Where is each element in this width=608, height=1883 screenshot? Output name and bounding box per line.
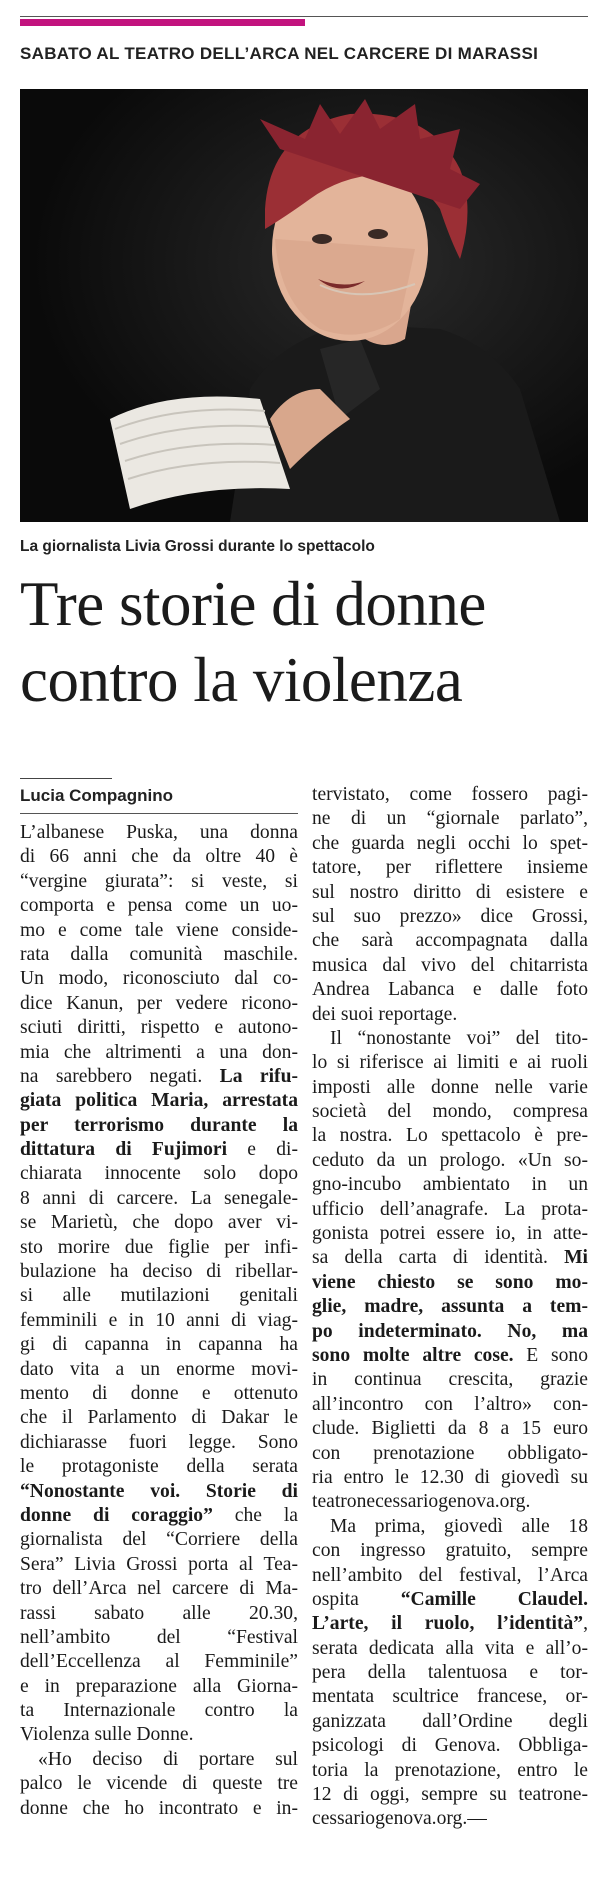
text-span: sul nostro diritto di esistere e (312, 881, 588, 903)
text-span: ospita (312, 1588, 401, 1610)
text-span: E sono (513, 1344, 588, 1366)
text-span: musica dal vivo del chitarrista (312, 954, 588, 976)
text-span: femminili e in 10 anni di viag- (20, 1309, 298, 1331)
text-span: po indeterminato. No, ma (312, 1320, 588, 1342)
text-span: «Ho deciso di portare sul (38, 1748, 298, 1770)
text-span: che il Parlamento di Dakar le (20, 1407, 298, 1429)
text-line (312, 929, 588, 953)
byline: Lucia Compagnino (20, 786, 173, 805)
text-line (20, 1016, 298, 1040)
text-span: e di- (227, 1139, 298, 1161)
text-line (312, 881, 588, 905)
text-span: ceduto da un prologo. «Un so- (312, 1149, 588, 1171)
text-span: con ingresso gratuito, sempre (312, 1540, 588, 1562)
text-span: che guarda negli occhi lo spet- (312, 832, 588, 854)
text-line (20, 1236, 298, 1260)
text-line (312, 1173, 588, 1197)
text-line (312, 1588, 588, 1612)
text-line (312, 1783, 588, 1807)
text-line (312, 1661, 588, 1685)
text-span: ne di un “giornale parlato”, (312, 808, 588, 830)
text-span: pera della talentuosa e tor- (312, 1662, 588, 1684)
headline (20, 566, 595, 718)
text-column-1 (20, 821, 298, 1821)
text-line (20, 992, 298, 1016)
text-line (20, 1723, 298, 1747)
text-line (20, 1504, 298, 1528)
text-line (20, 1577, 298, 1601)
text-line (312, 1417, 588, 1441)
text-line (20, 1382, 298, 1406)
text-line (312, 1637, 588, 1661)
text-span: con prenotazione obbligato- (312, 1442, 588, 1464)
text-span: nell’ambito del festival, l’Arca (312, 1564, 588, 1586)
text-span: le protagoniste della serata (20, 1456, 298, 1478)
text-span: dichiarasse fuori legge. Sono (20, 1431, 298, 1453)
text-span: Andrea Labanca e dalle foto (312, 979, 588, 1001)
text-span: sa della carta di identità. (312, 1247, 565, 1269)
text-line (312, 1295, 588, 1319)
text-line (312, 1612, 588, 1636)
text-line (20, 1528, 298, 1552)
text-span: dei suoi reportage. (312, 1003, 458, 1025)
text-line (20, 919, 298, 943)
text-line (312, 1515, 588, 1539)
photo-caption: La giornalista Livia Grossi durante lo spettacolo (20, 538, 375, 555)
text-span: giornalista del “Corriere della (20, 1529, 298, 1551)
text-span: L’arte, il ruolo, l’identità” (312, 1613, 584, 1635)
text-span: Un modo, riconosciuto dal co- (20, 968, 298, 990)
text-span: glie, madre, assunta a tem- (312, 1296, 588, 1318)
text-span: sono molte altre cose. (312, 1344, 514, 1366)
accent-bar (20, 19, 305, 26)
text-line (20, 1187, 298, 1211)
text-span: società del mondo, compresa (312, 1101, 588, 1123)
text-span: imposti alle donne nelle varie (312, 1076, 588, 1098)
text-line (20, 1089, 298, 1113)
text-span: toria la prenotazione, entro le (312, 1759, 588, 1781)
text-line (20, 870, 298, 894)
text-span: 8 anni di carcere. La senegale- (20, 1187, 298, 1209)
text-line (20, 894, 298, 918)
text-span: rassi sabato alle 20.30, (20, 1602, 298, 1624)
text-line (20, 1699, 298, 1723)
text-line (312, 856, 588, 880)
text-line (20, 1358, 298, 1382)
text-line (312, 1246, 588, 1270)
text-span: e in preparazione alla Giorna- (20, 1675, 298, 1697)
text-span: sto morire due figlie per infi- (20, 1236, 298, 1258)
text-span: donne che ho incontrato e in- (20, 1797, 298, 1819)
text-span: mia che altrimenti a una don- (20, 1041, 298, 1063)
kicker: SABATO AL TEATRO DELL’ARCA NEL CARCERE DI MARASSI (20, 44, 539, 63)
text-span: dell’Eccellenza al Femminile” (20, 1651, 298, 1673)
text-line (312, 1320, 588, 1344)
text-line (312, 1539, 588, 1563)
text-line (20, 1065, 298, 1089)
text-span: na sarebbero negati. (20, 1065, 220, 1087)
text-span: La rifu- (219, 1065, 298, 1087)
text-line (20, 967, 298, 991)
text-span: clude. Biglietti da 8 a 15 euro (312, 1418, 588, 1440)
text-span: ria entro le 12.30 di giovedì su (312, 1466, 588, 1488)
text-line (20, 1162, 298, 1186)
text-span: gno-incubo ambientato in un (312, 1174, 588, 1196)
text-line (20, 1748, 298, 1772)
text-span: la nostra. Lo spettacolo è pre- (312, 1125, 588, 1147)
text-line (312, 1393, 588, 1417)
byline-rule-bottom (20, 813, 298, 814)
text-column-2 (312, 783, 588, 1832)
text-span: dittatura di Fujimori (20, 1139, 228, 1161)
text-line (312, 978, 588, 1002)
text-line (20, 943, 298, 967)
text-span: sciuti diritti, rispetto e autono- (20, 1017, 298, 1039)
text-line (312, 1076, 588, 1100)
text-span: Il “nonostante voi” del tito- (330, 1027, 588, 1049)
text-span: donne di coraggio” (20, 1504, 213, 1526)
text-line (20, 1114, 298, 1138)
text-line (312, 1051, 588, 1075)
text-line (312, 1003, 588, 1027)
text-span: ganizzata dall’Ordine degli (312, 1710, 588, 1732)
text-span: mentata scultrice francese, or- (312, 1686, 588, 1708)
text-span: sul suo prezzo» dice Grossi, (312, 905, 588, 927)
text-line (312, 1490, 588, 1514)
text-line (20, 1284, 298, 1308)
text-span: viene chiesto se sono mo- (312, 1271, 588, 1293)
text-span: in continua crescita, grazie (312, 1369, 588, 1391)
text-line (312, 1759, 588, 1783)
text-span: Violenza sulle Donne. (20, 1724, 194, 1746)
text-line (312, 1807, 588, 1831)
text-line (20, 1675, 298, 1699)
text-line (20, 1260, 298, 1284)
text-span: per terrorismo durante la (20, 1114, 298, 1136)
text-line (20, 1455, 298, 1479)
text-line (312, 1271, 588, 1295)
headline-line-2: contro la violenza (20, 645, 463, 715)
text-span: che sarà accompagnata dalla (312, 930, 588, 952)
text-span: se Marietù, che dopo aver vi- (20, 1212, 298, 1234)
text-line (20, 1650, 298, 1674)
text-span: tro dell’Arca nel carcere di Ma- (20, 1578, 298, 1600)
text-line (20, 1309, 298, 1333)
text-line (312, 1442, 588, 1466)
text-span: bulazione ha deciso di ribellar- (20, 1261, 298, 1283)
text-span: Ma prima, giovedì alle 18 (330, 1515, 588, 1537)
text-line (20, 845, 298, 869)
text-span: all’incontro con l’altro» con- (312, 1393, 588, 1415)
text-span: teatronecessariogenova.org. (312, 1491, 531, 1513)
text-line (20, 1138, 298, 1162)
text-span: “vergine giurata”: si veste, si (20, 870, 298, 892)
text-span: dice Kanun, per vedere ricono- (20, 992, 298, 1014)
text-span: “Camille Claudel. (400, 1588, 588, 1610)
text-line (312, 1368, 588, 1392)
text-line (312, 1685, 588, 1709)
text-line (312, 1564, 588, 1588)
text-span: di 66 anni che da oltre 40 è (20, 846, 298, 868)
text-span: chiarata innocente solo dopo (20, 1163, 298, 1185)
text-line (312, 807, 588, 831)
top-rule (20, 16, 588, 17)
article (20, 0, 588, 1883)
text-line (312, 1734, 588, 1758)
text-span: ta Internazionale contro la (20, 1700, 298, 1722)
text-span: si alle mutilazioni genitali (20, 1285, 298, 1307)
text-line (20, 1602, 298, 1626)
text-span: rata dalla comunità maschile. (20, 943, 298, 965)
text-line (312, 1027, 588, 1051)
text-line (20, 1626, 298, 1650)
text-line (20, 1480, 298, 1504)
text-line (312, 1149, 588, 1173)
text-line (20, 1333, 298, 1357)
text-span: gonista potrei essere io, in atte- (312, 1223, 588, 1245)
text-line (20, 1211, 298, 1235)
text-span: cessariogenova.org.— (312, 1808, 487, 1830)
text-span: L’albanese Puska, una donna (20, 822, 298, 843)
text-line (312, 1710, 588, 1734)
article-photo (20, 89, 588, 522)
headline-line-1: Tre storie di donne (20, 569, 486, 639)
text-span: mo e come tale viene conside- (20, 919, 298, 941)
text-span: mento di donne e ottenuto (20, 1382, 298, 1404)
text-line (20, 1797, 298, 1821)
text-span: gi di capanna in capanna ha (20, 1334, 298, 1356)
text-span: che la (212, 1504, 298, 1526)
text-line (312, 905, 588, 929)
text-line (20, 1041, 298, 1065)
text-line (20, 1406, 298, 1430)
text-span: , (583, 1613, 588, 1635)
text-span: “Nonostante voi. Storie di (20, 1480, 298, 1502)
text-line (312, 954, 588, 978)
text-line (312, 783, 588, 807)
text-line (312, 832, 588, 856)
text-span: psicologi di Genova. Obbliga- (312, 1735, 588, 1757)
text-span: dato vita a un enorme movi- (20, 1358, 298, 1380)
text-span: 12 di oggi, sempre su teatrone- (312, 1784, 588, 1806)
text-line (312, 1466, 588, 1490)
text-span: tervistato, come fossero pagi- (312, 784, 588, 805)
text-span: ufficio dell’anagrafe. La prota- (312, 1198, 588, 1220)
text-span: Mi (564, 1247, 588, 1269)
text-line (20, 1431, 298, 1455)
text-span: serata dedicata alla vita e all’o- (312, 1637, 588, 1659)
text-line (312, 1344, 588, 1368)
text-span: lo si riferisce ai limiti e ai ruoli (312, 1052, 588, 1074)
text-span: nell’ambito del “Festival (20, 1626, 298, 1648)
text-span: comporta e pensa come un uo- (20, 895, 298, 917)
text-span: tatore, per riflettere insieme (312, 857, 588, 879)
byline-rule-top (20, 778, 112, 779)
text-line (20, 1553, 298, 1577)
text-line (312, 1100, 588, 1124)
text-span: Sera” Livia Grossi porta al Tea- (20, 1553, 298, 1575)
text-line (312, 1222, 588, 1246)
text-line (312, 1198, 588, 1222)
text-line (20, 1772, 298, 1796)
text-line (312, 1124, 588, 1148)
text-line (20, 821, 298, 845)
text-span: giata politica Maria, arrestata (20, 1090, 298, 1112)
photo-illustration (20, 89, 588, 522)
text-span: palco le vicende di queste tre (20, 1773, 298, 1795)
